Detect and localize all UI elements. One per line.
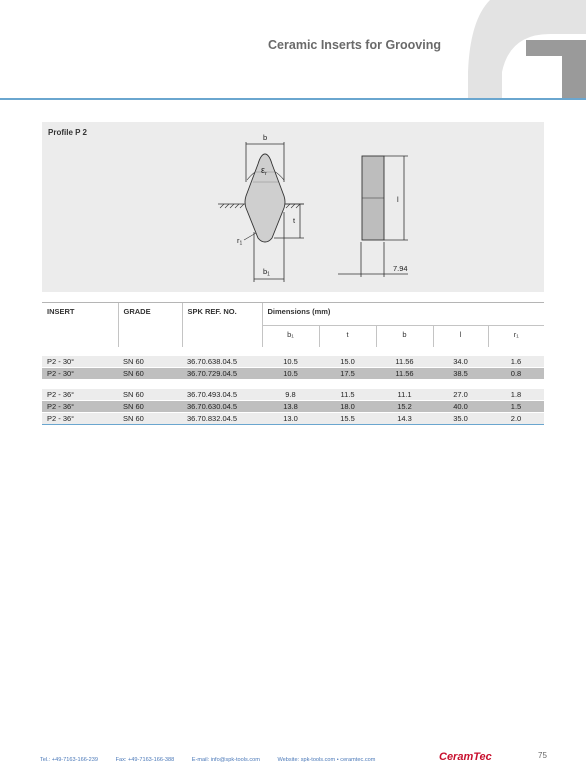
cell-b: 14.3 (376, 413, 433, 425)
table-row (42, 389, 544, 401)
cell-ref: 36.70.638.04.5 (182, 356, 262, 368)
footer-contact (40, 757, 391, 763)
dim-b1-label: $b_1$ (263, 267, 270, 278)
cell-b: 15.2 (376, 401, 433, 413)
col-r1-header: r₁ (488, 326, 544, 347)
cell-l: 34.0 (433, 356, 488, 368)
cell-grade: SN 60 (118, 401, 182, 413)
dim-thickness-label: 7.94 (393, 264, 408, 273)
col-b-header: b (376, 326, 433, 347)
inserts-table (42, 302, 544, 425)
cell-t: 17.5 (319, 368, 376, 380)
col-ref-header: SPK REF. NO. (182, 303, 262, 347)
page-number: 75 (538, 751, 547, 760)
footer-website-link[interactable]: Website: spk-tools.com • ceramtec.com (277, 757, 376, 763)
col-l-header: l (433, 326, 488, 347)
footer-fax: Fax: +49-7163-166-388 (115, 757, 175, 763)
cell-insert: P2 - 36° (42, 389, 118, 401)
header-rule (0, 98, 586, 100)
cell-insert: P2 - 36° (42, 413, 118, 425)
cell-b: 11.56 (376, 368, 433, 380)
cell-t: 18.0 (319, 401, 376, 413)
cell-r1: 1.6 (488, 356, 544, 368)
cell-ref: 36.70.729.04.5 (182, 368, 262, 380)
cell-insert: P2 - 36° (42, 401, 118, 413)
col-dimensions-header: Dimensions (mm) (262, 303, 544, 326)
dim-r1-label: $r_1$ (237, 236, 243, 247)
profile-drawing (42, 122, 544, 292)
table-row (42, 356, 544, 368)
profile-label: Profile P 2 (48, 128, 87, 137)
dim-l-label: l (397, 195, 399, 204)
cell-l: 38.5 (433, 368, 488, 380)
cell-r1: 1.5 (488, 401, 544, 413)
cell-grade: SN 60 (118, 356, 182, 368)
dim-b-label: b (263, 133, 268, 142)
cell-grade: SN 60 (118, 368, 182, 380)
cell-insert: P2 - 30° (42, 368, 118, 380)
cell-t: 11.5 (319, 389, 376, 401)
cell-ref: 36.70.493.04.5 (182, 389, 262, 401)
cell-grade: SN 60 (118, 389, 182, 401)
ceramtec-logo: CeramTec (439, 751, 492, 763)
cell-b1: 10.5 (262, 368, 319, 380)
cell-r1: 2.0 (488, 413, 544, 425)
col-grade-header: GRADE (118, 303, 182, 347)
dim-t-label: t (293, 216, 296, 225)
col-insert-header: INSERT (42, 303, 118, 347)
profile-panel (42, 122, 544, 292)
cell-l: 35.0 (433, 413, 488, 425)
cell-b1: 13.8 (262, 401, 319, 413)
col-b1-header: b₁ (262, 326, 319, 347)
cell-insert: P2 - 30° (42, 356, 118, 368)
table-row (42, 368, 544, 380)
cell-t: 15.5 (319, 413, 376, 425)
table-row (42, 401, 544, 413)
cell-l: 40.0 (433, 401, 488, 413)
table-row (42, 413, 544, 425)
cell-grade: SN 60 (118, 413, 182, 425)
cell-t: 15.0 (319, 356, 376, 368)
cell-b: 11.56 (376, 356, 433, 368)
footer-tel: Tel.: +49-7163-166-239 (40, 757, 98, 763)
cell-r1: 1.8 (488, 389, 544, 401)
page-title: Ceramic Inserts for Grooving (268, 38, 441, 52)
cell-b1: 13.0 (262, 413, 319, 425)
cell-b1: 10.5 (262, 356, 319, 368)
cell-l: 27.0 (433, 389, 488, 401)
cell-r1: 0.8 (488, 368, 544, 380)
cell-b: 11.1 (376, 389, 433, 401)
cell-b1: 9.8 (262, 389, 319, 401)
cell-ref: 36.70.832.04.5 (182, 413, 262, 425)
col-t-header: t (319, 326, 376, 347)
brand-graphic (440, 0, 586, 100)
dim-epsilon-label: $\varepsilon_r$ (261, 165, 267, 177)
cell-ref: 36.70.630.04.5 (182, 401, 262, 413)
footer-email-link[interactable]: E-mail: info@spk-tools.com (191, 757, 260, 763)
